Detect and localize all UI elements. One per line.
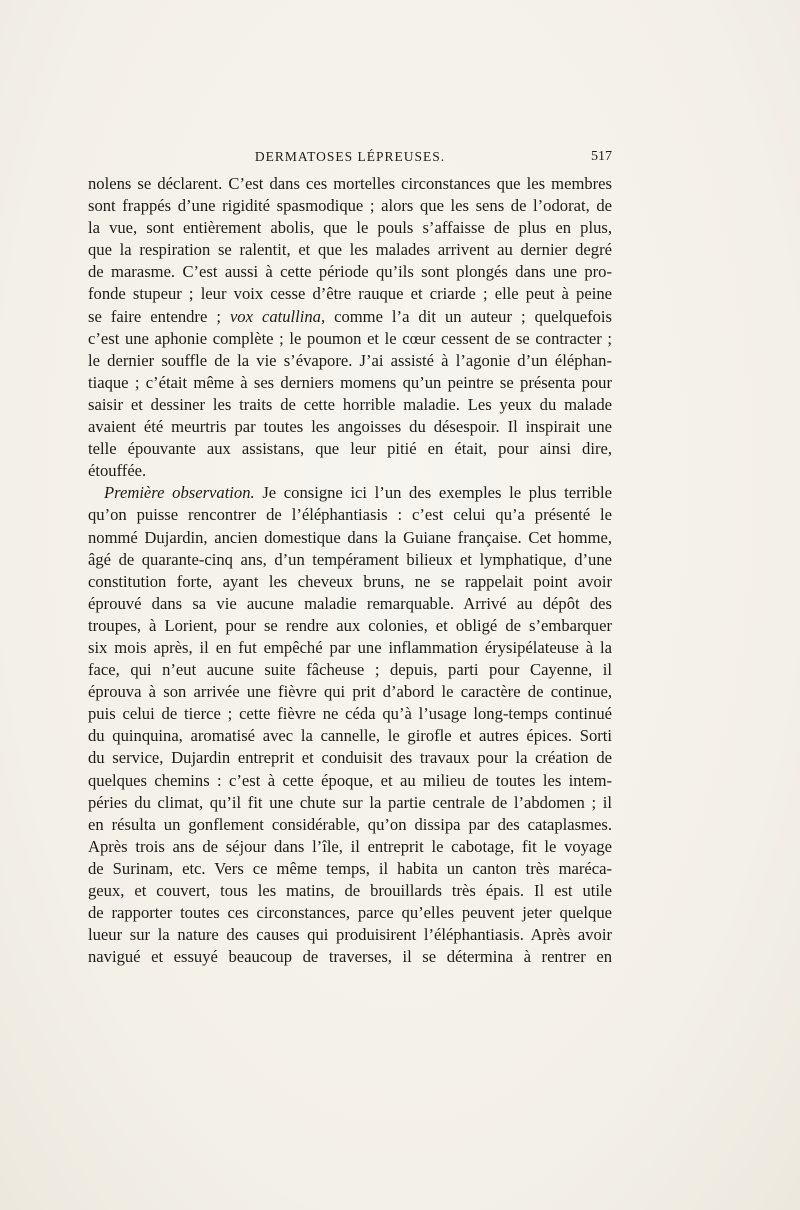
text-line: étouffée.: [88, 461, 147, 481]
text-line: en résulta un gonflement considérable, qu’on dissipa par des cataplasmes.: [88, 814, 612, 834]
text-line: c’est une aphonie complète ; le poumon et le cœur cessent de se contracter ;: [88, 328, 612, 348]
text-line: saisir et dessiner les traits de cette horrible maladie. Les yeux du malade: [88, 394, 612, 414]
text-line: qu’on puisse rencontrer de l’éléphantiasis : c’est celui qu’a présenté le: [88, 505, 612, 525]
text-line: fonde stupeur ; leur voix cesse d’être rauque et criarde ; elle peut à peine: [88, 284, 612, 304]
text-line: troupes, à Lorient, pour se rendre aux colonies, et obligé de s’embarquer: [88, 615, 612, 635]
latin-quote: vox catullina,: [229, 306, 326, 326]
page-header: [88, 149, 612, 169]
text-line: geux, et couvert, tous les matins, de brouillards très épais. Il est utile: [88, 881, 612, 900]
page-number: 517: [591, 149, 612, 164]
text-line: que la respiration se ralentit, et que les malades arrivent au dernier degré: [88, 240, 612, 260]
text-line: [88, 482, 612, 504]
text-line: la vue, sont entièrement abolis, que le pouls s’affaisse de plus en plus,: [88, 218, 612, 238]
text-line: Après trois ans de séjour dans l’île, il entreprit le cabotage, fit le voyage: [88, 836, 612, 856]
text-fragment: se faire entendre ;: [88, 306, 221, 326]
text-line: six mois après, il en fut empêché par une inflammation érysipélateuse à la: [88, 637, 612, 657]
text-line: éprouva à son arrivée une fièvre qui prit d’abord le caractère de continue,: [88, 682, 612, 702]
text-line: puis celui de tierce ; cette fièvre ne céda qu’à l’usage long-temps continué: [88, 704, 612, 724]
body-text: [88, 173, 612, 968]
observation-heading: Première observation.: [104, 483, 255, 503]
running-title: DERMATOSES LÉPREUSES.: [254, 149, 446, 164]
text-line: le dernier souffle de la vie s’évapore. J’ai assisté à l’agonie d’un éléphan-: [88, 350, 612, 370]
text-line: sont frappés d’une rigidité spasmodique ; alors que les sens de l’odorat, de: [88, 196, 612, 216]
text-line: constitution forte, ayant les cheveux bruns, ne se rappelait point avoir: [88, 571, 612, 591]
text-line: péries du climat, qu’il fit une chute sur la partie centrale de l’abdomen ; il: [88, 792, 612, 812]
text-line: face, qui n’eut aucune suite fâcheuse ; depuis, parti pour Cayenne, il: [88, 660, 612, 680]
text-fragment: comme l’a dit un auteur ; quelquefois: [325, 306, 612, 326]
text-line: de marasme. C’est aussi à cette période qu’ils sont plongés dans une pro-: [88, 262, 612, 282]
text-line: avaient été meurtris par toutes les angoisses du désespoir. Il inspirait une: [88, 417, 612, 437]
text-line: de rapporter toutes ces circonstances, parce qu’elles peuvent jeter quelque: [88, 903, 612, 923]
text-line: tiaque ; c’était même à ses derniers momens qu’un peintre se présenta pour: [88, 372, 612, 392]
text-line: du service, Dujardin entreprit et conduisit des travaux pour la création de: [88, 748, 612, 768]
text-line: navigué et essuyé beaucoup de traverses, il se détermina à rentrer en: [88, 947, 612, 967]
text-line: quelques chemins : c’est à cette époque, et au milieu de toutes les intem-: [88, 770, 612, 790]
text-line: nommé Dujardin, ancien domestique dans la Guiane française. Cet homme,: [88, 527, 612, 547]
text-line: de Surinam, etc. Vers ce même temps, il habita un canton très maréca-: [88, 858, 612, 878]
text-fragment: Je consigne ici l’un des exemples le plus terrible: [254, 483, 613, 503]
text-line: du quinquina, aromatisé avec la cannelle, le girofle et autres épices. Sorti: [88, 726, 612, 746]
text-line: [88, 306, 612, 328]
text-line: éprouvé dans sa vie aucune maladie remarquable. Arrivé au dépôt des: [88, 593, 612, 613]
text-line: nolens se déclarent. C’est dans ces mortelles circonstances que les membres: [88, 174, 612, 193]
text-line: lueur sur la nature des causes qui produisirent l’éléphantiasis. Après avoir: [88, 925, 612, 945]
text-line: âgé de quarante-cinq ans, d’un tempérament bilieux et lymphatique, d’une: [88, 549, 612, 569]
text-line: telle épouvante aux assistans, que leur pitié en était, pour ainsi dire,: [88, 439, 612, 459]
